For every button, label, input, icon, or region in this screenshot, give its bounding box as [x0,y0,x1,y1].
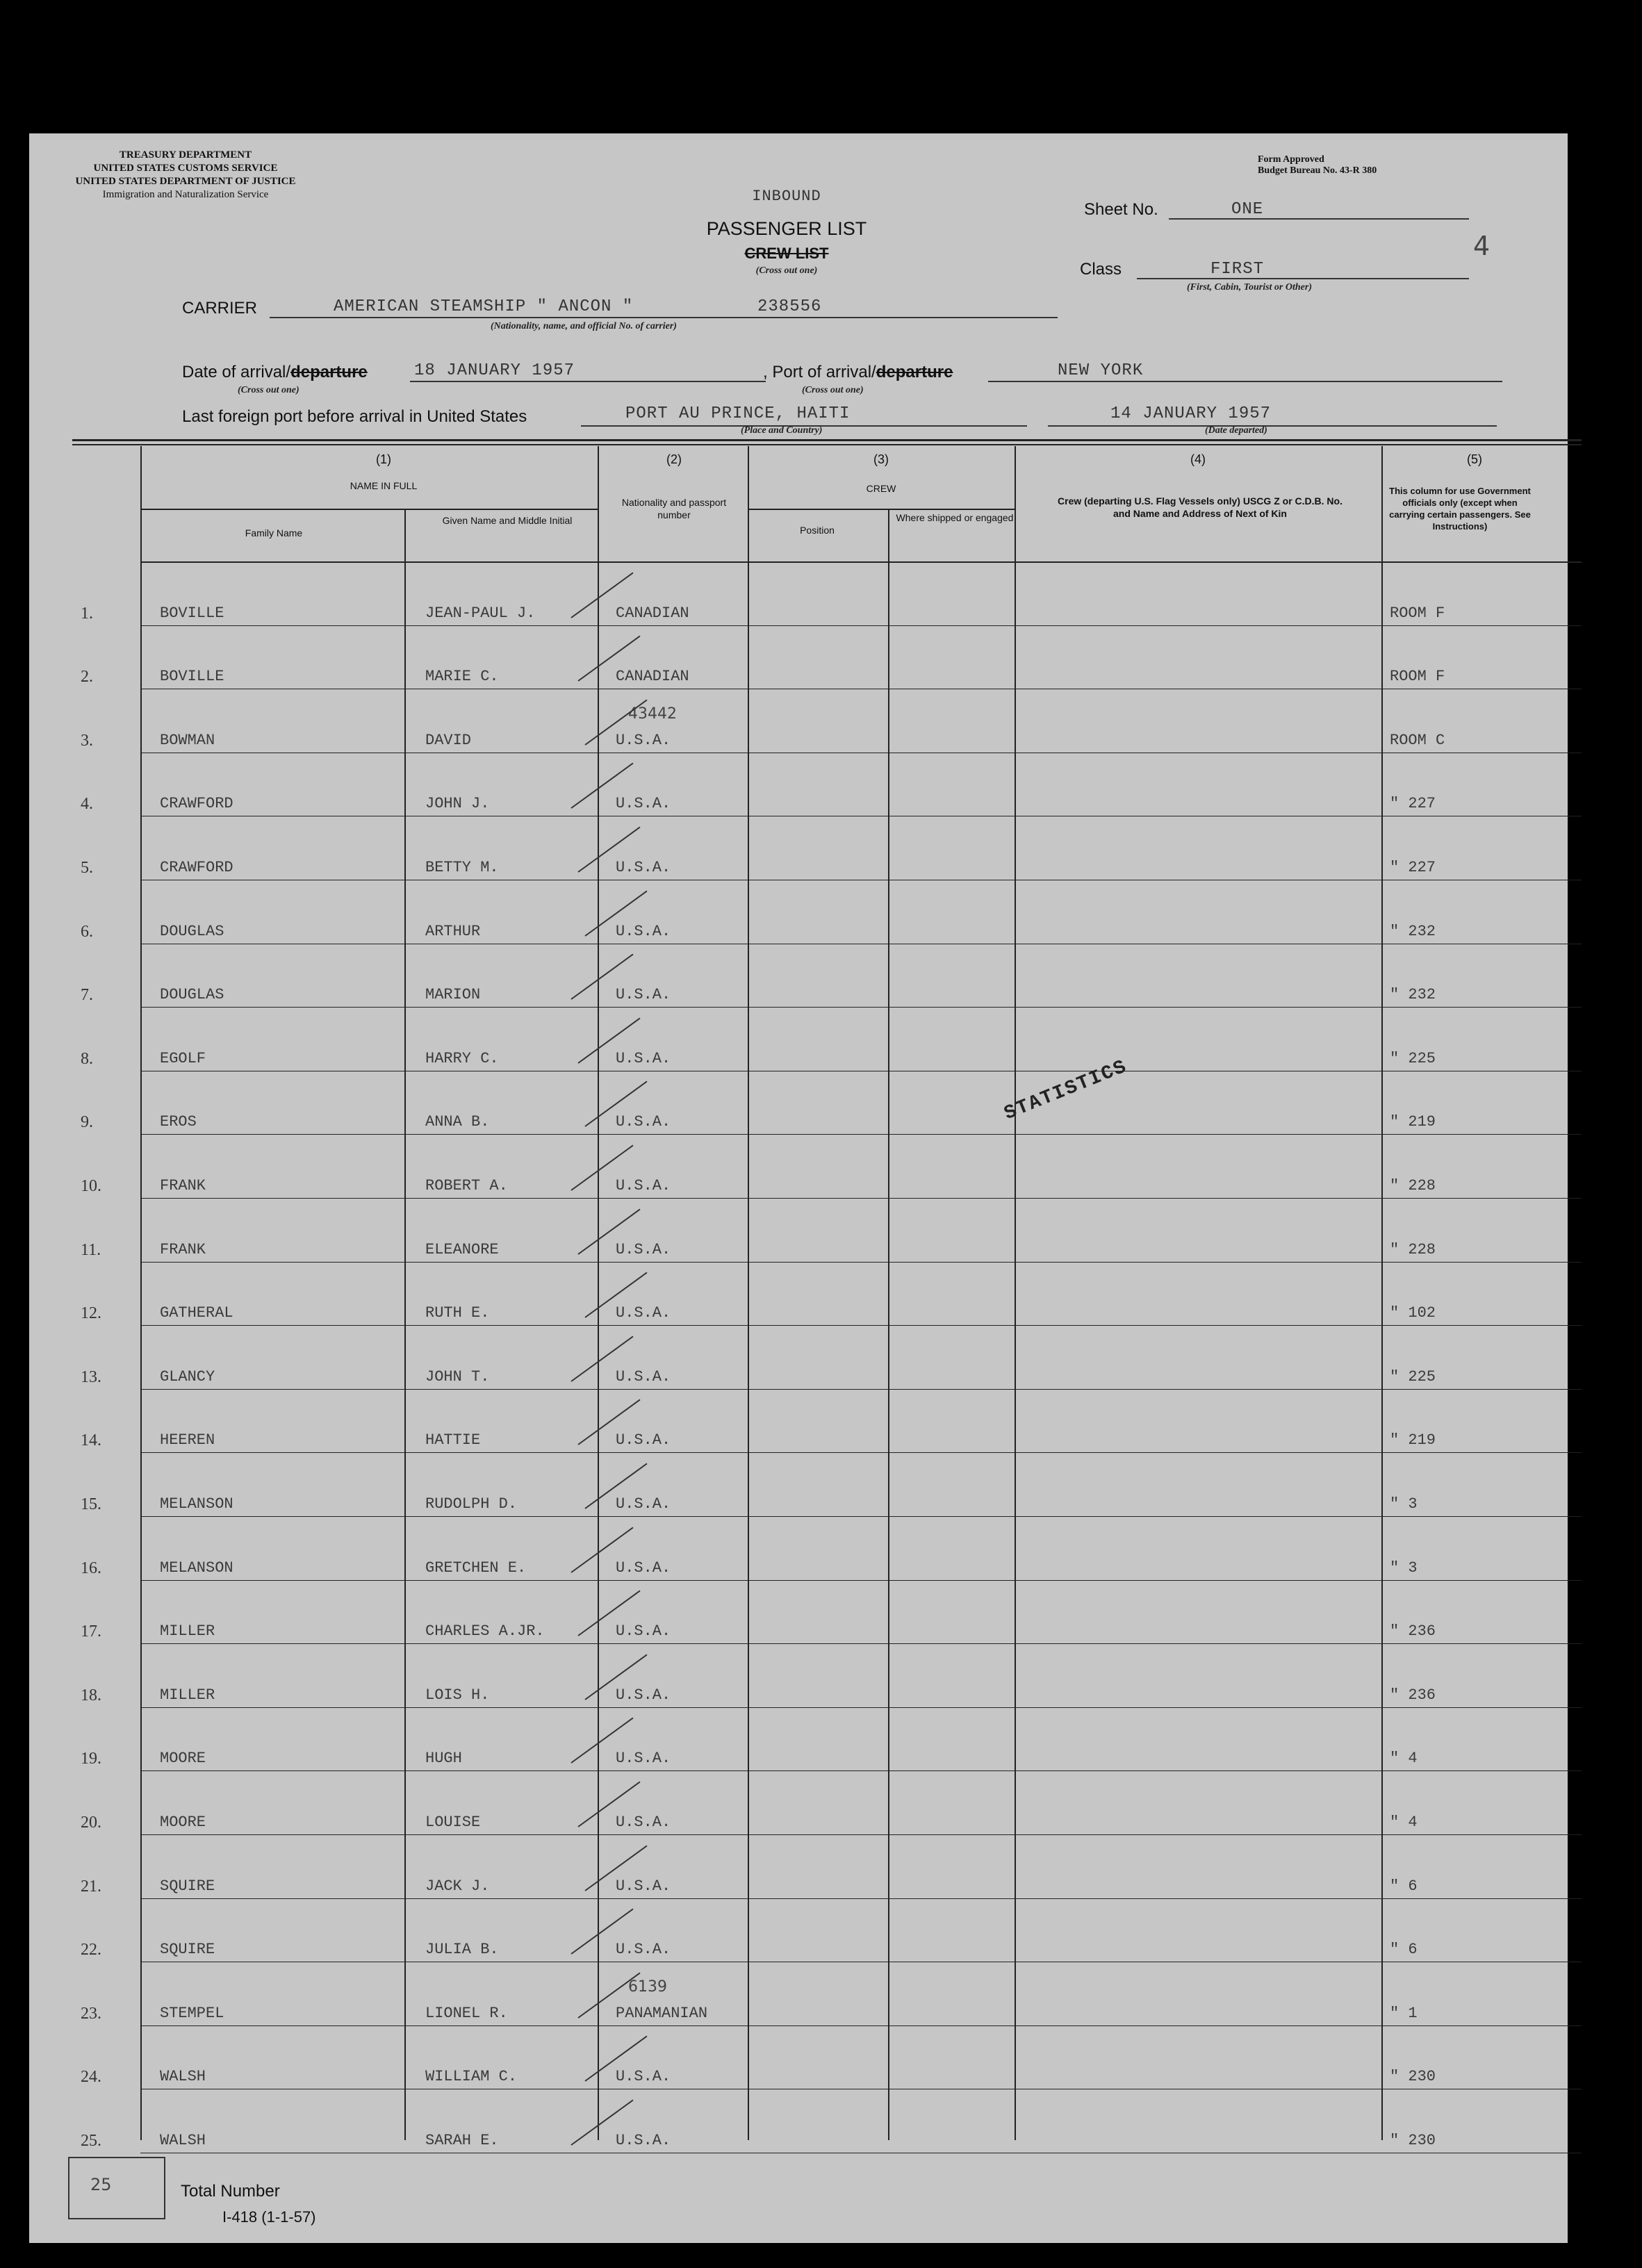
col-where-shipped: Where shipped or engaged [896,512,1014,523]
row-number: 15. [81,1495,101,1513]
room-cell: " 4 [1390,1814,1418,1831]
family-name-cell: GLANCY [160,1368,215,1386]
given-name-cell: ARTHUR [425,923,481,940]
room-cell: " 219 [1390,1113,1436,1131]
date-label-departure-struck: departure [290,363,368,381]
class-label: Class [1080,260,1122,279]
family-name-cell: FRANK [160,1177,206,1194]
nationality-cell: U.S.A. [616,1177,671,1194]
port-cross-hint: (Cross out one) [802,385,864,395]
cross-out-hint: (Cross out one) [755,265,818,276]
dept-line: UNITED STATES DEPARTMENT OF JUSTICE [75,176,296,187]
row-number: 19. [81,1750,101,1768]
row-number: 4. [81,795,93,813]
row-rule [140,1007,1582,1008]
row-rule [140,1643,1582,1644]
row-rule [140,1516,1582,1517]
nationality-cell: U.S.A. [616,1559,671,1577]
family-name-cell: EROS [160,1113,197,1131]
nationality-cell: U.S.A. [616,795,671,812]
last-port-hint: (Place and Country) [741,425,823,436]
column-divider [598,446,599,2140]
given-name-cell: HATTIE [425,1431,481,1449]
given-name-cell: BETTY M. [425,859,499,876]
nationality-cell: U.S.A. [616,1113,671,1131]
row-number: 23. [81,2005,101,2023]
port-value: NEW YORK [1058,361,1144,380]
header-subrule [748,509,1015,510]
room-cell: " 230 [1390,2132,1436,2149]
given-name-cell: SARAH E. [425,2132,499,2149]
column-divider [404,509,406,2140]
row-number: 3. [81,732,93,750]
nationality-cell: U.S.A. [616,732,671,749]
row-rule [140,1834,1582,1835]
row-rule [140,625,1582,626]
given-name-cell: RUTH E. [425,1304,490,1322]
family-name-cell: BOVILLE [160,668,224,685]
col3-title: CREW [866,483,896,494]
family-name-cell: DOUGLAS [160,923,224,940]
col1-number: (1) [376,452,391,466]
passenger-list-sheet [29,133,1568,2243]
room-cell: " 232 [1390,923,1436,940]
row-rule [140,1898,1582,1899]
given-name-cell: HUGH [425,1750,462,1767]
family-name-cell: EGOLF [160,1050,206,1067]
row-number: 20. [81,1814,101,1832]
given-name-cell: ANNA B. [425,1113,490,1131]
departed-value: 14 JANUARY 1957 [1110,404,1272,423]
nationality-cell: CANADIAN [616,668,689,685]
given-name-cell: ELEANORE [425,1241,499,1258]
room-cell: " 228 [1390,1241,1436,1258]
nationality-cell: CANADIAN [616,605,689,622]
budget-bureau: Budget Bureau No. 43-R 380 [1258,165,1377,176]
row-number: 22. [81,1941,101,1959]
room-cell: ROOM F [1390,668,1445,685]
nationality-cell: U.S.A. [616,2068,671,2085]
dept-line: Immigration and Naturalization Service [102,189,269,200]
col-position: Position [800,525,835,536]
class-value: FIRST [1210,260,1265,279]
given-name-cell: DAVID [425,732,472,749]
family-name-cell: MOORE [160,1750,206,1767]
room-cell: " 3 [1390,1559,1418,1577]
given-name-cell: HARRY C. [425,1050,499,1067]
column-divider [888,509,889,2140]
given-name-cell: CHARLES A.JR. [425,1622,545,1640]
port-label-departure-struck: departure [876,363,953,381]
col2-title: Nationality and passport number [621,497,727,520]
date-cross-hint: (Cross out one) [238,385,299,395]
family-name-cell: BOVILLE [160,605,224,622]
room-cell: " 1 [1390,2005,1418,2022]
family-name-cell: WALSH [160,2132,206,2149]
room-cell: " 6 [1390,1941,1418,1958]
col-given-name: Given Name and Middle Initial [442,515,573,526]
carrier-label: CARRIER [182,299,258,318]
family-name-cell: FRANK [160,1241,206,1258]
given-name-cell: JOHN T. [425,1368,490,1386]
given-name-cell: LIONEL R. [425,2005,508,2022]
col1-title: NAME IN FULL [350,480,418,491]
row-number: 18. [81,1686,101,1704]
total-label: Total Number [181,2182,280,2201]
class-hint: (First, Cabin, Tourist or Other) [1187,282,1312,293]
port-label-arrival: , Port of arrival/ [763,363,876,381]
nationality-cell: U.S.A. [616,1686,671,1704]
nationality-cell: U.S.A. [616,923,671,940]
passport-number: 43442 [628,705,677,723]
family-name-cell: MOORE [160,1814,206,1831]
nationality-cell: U.S.A. [616,1368,671,1386]
family-name-cell: STEMPEL [160,2005,224,2022]
column-divider [1015,446,1016,2140]
table-top-rule [72,439,1582,441]
row-number: 1. [81,605,93,623]
carrier-value: AMERICAN STEAMSHIP " ANCON " [334,297,634,316]
row-number: 8. [81,1050,93,1068]
header-subrule [140,509,598,510]
statistics-stamp: STATISTICS [1001,1055,1131,1126]
given-name-cell: LOIS H. [425,1686,490,1704]
row-number: 17. [81,1622,101,1641]
room-cell: " 219 [1390,1431,1436,1449]
row-number: 14. [81,1431,101,1449]
family-name-cell: HEEREN [160,1431,215,1449]
given-name-cell: ROBERT A. [425,1177,508,1194]
given-name-cell: MARION [425,986,481,1003]
list-title: PASSENGER LIST [706,218,867,239]
row-number: 5. [81,859,93,877]
row-number: 2. [81,668,93,686]
row-rule [140,1580,1582,1581]
nationality-cell: U.S.A. [616,1750,671,1767]
room-cell: " 102 [1390,1304,1436,1322]
room-cell: ROOM C [1390,732,1445,749]
room-cell: " 228 [1390,1177,1436,1194]
nationality-cell: U.S.A. [616,2132,671,2149]
nationality-cell: U.S.A. [616,1431,671,1449]
row-number: 6. [81,923,93,941]
col4-number: (4) [1190,452,1206,466]
nationality-cell: U.S.A. [616,1941,671,1958]
row-number: 11. [81,1241,101,1259]
date-label-arrival: Date of arrival/ [182,363,291,381]
family-name-cell: MELANSON [160,1559,233,1577]
corner-mark: 4 [1473,231,1491,261]
room-cell: " 232 [1390,986,1436,1003]
last-port-value: PORT AU PRINCE, HAITI [625,404,851,423]
crew-list-struck: CREW LIST [744,245,829,262]
col5-title: This column for use Government officials only (except when carrying certain passengers. See Instructions) [1389,486,1531,532]
table-top-rule-2 [72,444,1582,445]
sheet-label: Sheet No. [1084,200,1158,219]
room-cell: " 227 [1390,795,1436,812]
family-name-cell: DOUGLAS [160,986,224,1003]
given-name-cell: JULIA B. [425,1941,499,1958]
row-number: 24. [81,2068,101,2086]
col2-number: (2) [666,452,682,466]
family-name-cell: BOWMAN [160,732,215,749]
nationality-cell: U.S.A. [616,859,671,876]
dept-line: UNITED STATES CUSTOMS SERVICE [93,163,278,174]
last-port-label: Last foreign port before arrival in United States [182,407,527,426]
nationality-cell: U.S.A. [616,986,671,1003]
row-rule [140,1198,1582,1199]
row-rule [140,1325,1582,1326]
row-rule [140,1707,1582,1708]
row-number: 9. [81,1113,93,1131]
row-rule [140,1134,1582,1135]
row-number: 13. [81,1368,101,1386]
family-name-cell: CRAWFORD [160,795,233,812]
total-box [68,2157,165,2219]
room-cell: " 6 [1390,1877,1418,1895]
column-divider [1381,446,1383,2140]
sheet-value: ONE [1231,200,1264,219]
nationality-cell: U.S.A. [616,1877,671,1895]
col5-number: (5) [1467,452,1482,466]
row-number: 21. [81,1877,101,1896]
row-rule [140,2025,1582,2026]
family-name-cell: GATHERAL [160,1304,233,1322]
room-cell: " 236 [1390,1686,1436,1704]
room-cell: " 4 [1390,1750,1418,1767]
col-family-name: Family Name [245,527,303,539]
room-cell: " 227 [1390,859,1436,876]
row-number: 12. [81,1304,101,1322]
family-name-cell: SQUIRE [160,1877,215,1895]
passport-number: 6139 [628,1978,667,1996]
given-name-cell: JOHN J. [425,795,490,812]
family-name-cell: WALSH [160,2068,206,2085]
carrier-number: 238556 [757,297,822,316]
date-value: 18 JANUARY 1957 [414,361,575,380]
inbound-label: INBOUND [752,188,821,205]
nationality-cell: U.S.A. [616,1814,671,1831]
nationality-cell: U.S.A. [616,1304,671,1322]
family-name-cell: SQUIRE [160,1941,215,1958]
room-cell: " 225 [1390,1368,1436,1386]
form-approved: Form Approved [1258,154,1324,165]
nationality-cell: U.S.A. [616,1241,671,1258]
departed-hint: (Date departed) [1205,425,1267,436]
row-rule [140,1452,1582,1453]
col3-number: (3) [873,452,889,466]
given-name-cell: JACK J. [425,1877,490,1895]
row-number: 7. [81,986,93,1004]
nationality-cell: U.S.A. [616,1495,671,1513]
column-divider [748,446,749,2140]
given-name-cell: JEAN-PAUL J. [425,605,536,622]
given-name-cell: LOUISE [425,1814,481,1831]
total-value: 25 [90,2175,112,2194]
passenger-table [29,133,1568,2243]
row-number: 10. [81,1177,101,1195]
dept-line: TREASURY DEPARTMENT [119,149,252,161]
nationality-cell: U.S.A. [616,1050,671,1067]
row-number: 25. [81,2132,101,2150]
row-rule [140,1389,1582,1390]
row-rule [140,1262,1582,1263]
form-number: I-418 (1-1-57) [222,2208,316,2226]
given-name-cell: MARIE C. [425,668,499,685]
family-name-cell: MELANSON [160,1495,233,1513]
col4-title: Crew (departing U.S. Flag Vessels only) USCG Z or C.D.B. No. and Name and Address of Next of Kin [1058,495,1343,519]
given-name-cell: RUDOLPH D. [425,1495,518,1513]
room-cell: " 3 [1390,1495,1418,1513]
nationality-cell: PANAMANIAN [616,2005,708,2022]
family-name-cell: CRAWFORD [160,859,233,876]
room-cell: " 230 [1390,2068,1436,2085]
header-bottom-rule [140,561,1582,563]
given-name-cell: WILLIAM C. [425,2068,518,2085]
family-name-cell: MILLER [160,1622,215,1640]
row-rule [140,1770,1582,1771]
family-name-cell: MILLER [160,1686,215,1704]
given-name-cell: GRETCHEN E. [425,1559,527,1577]
carrier-hint: (Nationality, name, and official No. of carrier) [491,321,677,331]
nationality-cell: U.S.A. [616,1622,671,1640]
room-cell: ROOM F [1390,605,1445,622]
room-cell: " 225 [1390,1050,1436,1067]
room-cell: " 236 [1390,1622,1436,1640]
row-number: 16. [81,1559,101,1577]
